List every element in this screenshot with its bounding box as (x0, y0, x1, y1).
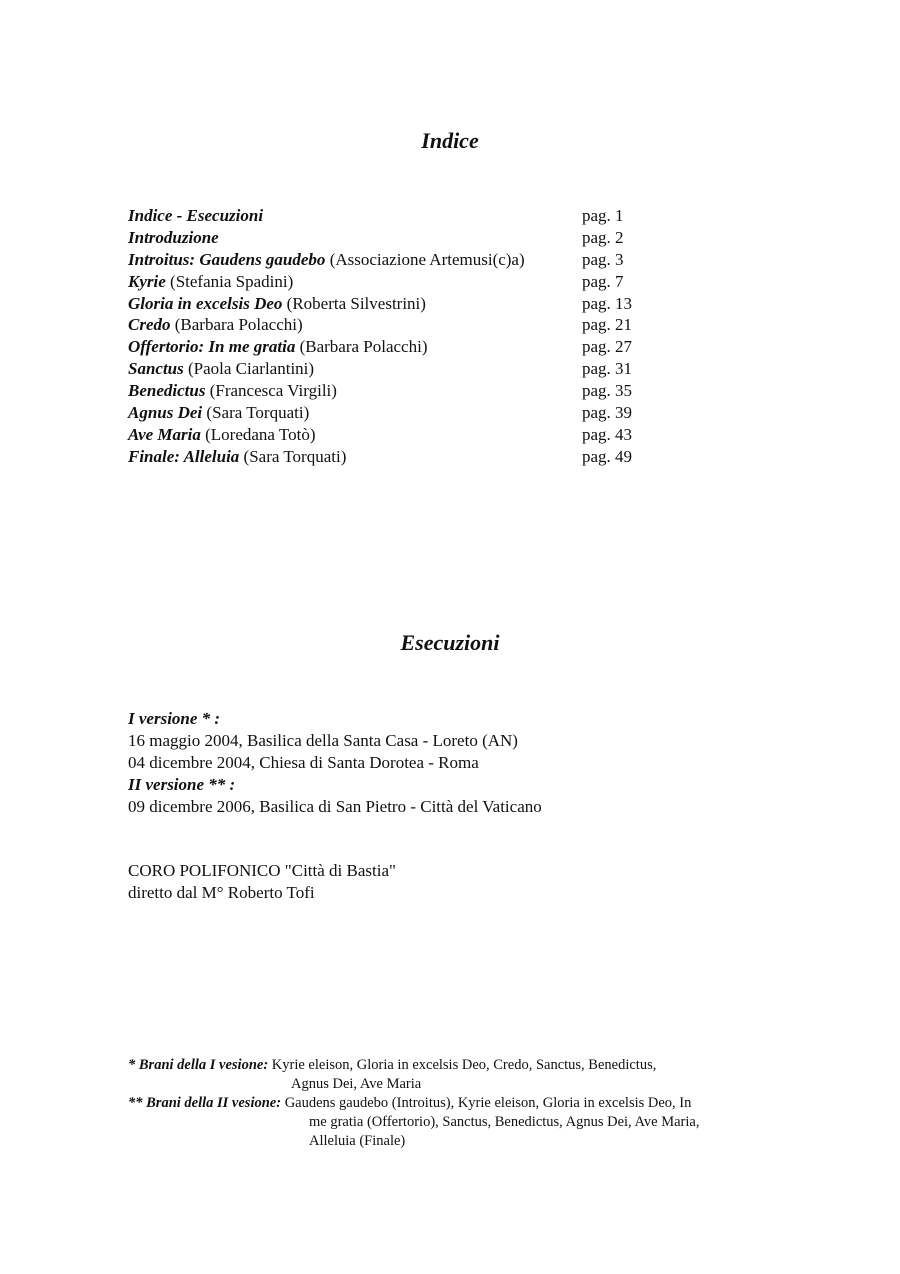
toc-page: pag. 21 (582, 315, 633, 335)
footnote-version-1 (128, 1056, 778, 1094)
toc-page: pag. 27 (582, 337, 633, 357)
toc-row (128, 446, 688, 468)
toc-title: Agnus Dei (128, 403, 203, 423)
toc-title: Benedictus (128, 381, 206, 401)
toc-page: pag. 43 (582, 424, 633, 444)
toc-author: (Associazione Artemusi(c)a) (325, 249, 525, 269)
toc-row (128, 205, 688, 227)
toc-page: pag. 7 (582, 271, 624, 291)
choir-director: diretto dal M° Roberto Tofi (128, 883, 315, 902)
toc-title: Credo (128, 315, 171, 335)
toc-author: (Francesca Virgili) (205, 381, 337, 401)
toc-row (128, 314, 688, 336)
footnotes (128, 1056, 778, 1151)
footnote-label: ** Brani della II vesione: (128, 1095, 282, 1111)
toc-author: (Loredana Totò) (200, 424, 316, 444)
toc-author: (Sara Torquati) (202, 403, 310, 423)
footnote-text: Kyrie eleison, Gloria in excelsis Deo, Credo, Sanctus, Benedictus, (268, 1057, 657, 1073)
toc-title: Introduzione (128, 227, 219, 247)
performances-list (128, 708, 542, 818)
toc-author: (Barbara Polacchi) (170, 315, 303, 335)
toc-title: Finale: Alleluia (128, 446, 240, 466)
toc-author: (Barbara Polacchi) (295, 337, 428, 357)
toc-row (128, 424, 688, 446)
toc-author: (Roberta Silvestrini) (282, 293, 426, 313)
toc-title: Indice - Esecuzioni (128, 206, 264, 225)
toc-row (128, 402, 688, 424)
toc-page: pag. 39 (582, 403, 633, 423)
toc-author: (Paola Ciarlantini) (183, 359, 315, 379)
toc-title: Offertorio: In me gratia (128, 337, 296, 357)
toc-page: pag. 3 (582, 249, 624, 269)
toc-title: Introitus: Gaudens gaudebo (128, 249, 326, 269)
toc-page: pag. 35 (582, 381, 633, 401)
toc-row (128, 227, 688, 249)
toc-row (128, 380, 688, 402)
performance-entry: 09 dicembre 2006, Basilica di San Pietro - Città del Vaticano (128, 797, 542, 816)
toc-row (128, 249, 688, 271)
toc-page: pag. 31 (582, 359, 633, 379)
performance-entry: 16 maggio 2004, Basilica della Santa Casa - Loreto (AN) (128, 731, 518, 750)
toc-row (128, 271, 688, 293)
footnote-text: me gratia (Offertorio), Sanctus, Benedictus, Agnus Dei, Ave Maria, (309, 1114, 700, 1130)
version-2-label: II versione ** : (128, 775, 236, 794)
footnote-text: Gaudens gaudebo (Introitus), Kyrie eleison, Gloria in excelsis Deo, In (281, 1095, 692, 1111)
performance-entry: 04 dicembre 2004, Chiesa di Santa Dorotea - Roma (128, 753, 479, 772)
version-1-label: I versione * : (128, 709, 221, 728)
toc-page: pag. 2 (582, 227, 624, 247)
footnote-text: Agnus Dei, Ave Maria (291, 1076, 422, 1092)
footnote-text: Alleluia (Finale) (309, 1133, 406, 1149)
footnote-version-2 (128, 1094, 778, 1151)
performances-heading: Esecuzioni (400, 630, 500, 655)
choir-name: CORO POLIFONICO "Città di Bastia" (128, 861, 396, 880)
toc-row (128, 293, 688, 315)
choir-info (128, 860, 396, 904)
toc-title: Gloria in excelsis Deo (128, 293, 283, 313)
toc-page: pag. 13 (582, 293, 633, 313)
table-of-contents (128, 205, 688, 468)
index-heading: Indice (421, 128, 479, 153)
toc-row (128, 336, 688, 358)
toc-row (128, 358, 688, 380)
toc-page: pag. 1 (582, 206, 624, 225)
toc-title: Ave Maria (128, 424, 201, 444)
toc-page: pag. 49 (582, 446, 633, 466)
toc-title: Kyrie (128, 271, 166, 291)
footnote-label: * Brani della I vesione: (128, 1057, 269, 1073)
toc-author: (Sara Torquati) (239, 446, 347, 466)
toc-author: (Stefania Spadini) (165, 271, 294, 291)
toc-title: Sanctus (128, 359, 184, 379)
